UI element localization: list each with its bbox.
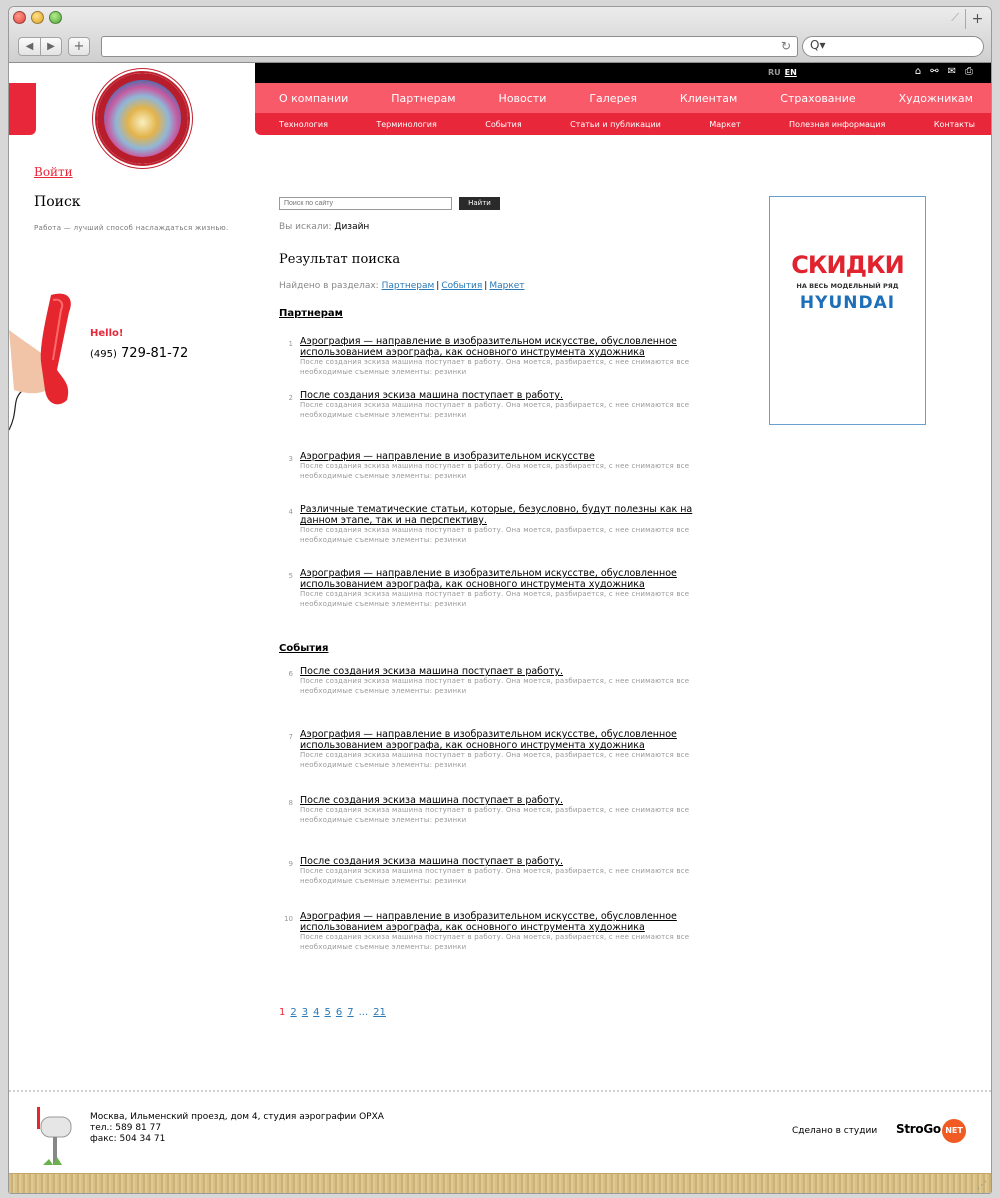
result-snippet: После создания эскиза машина поступает в работу. Она моется, разбирается, с нее снимаются все необходимые съемные элементы: резинки [300, 526, 690, 544]
result-title-link[interactable]: Аэрография — направление в изобразительном искусстве [300, 451, 595, 462]
lang-en[interactable]: EN [784, 68, 797, 77]
utility-icons [915, 66, 973, 77]
browser-toolbar [9, 7, 991, 63]
result-number: 1 [288, 340, 293, 348]
site-search-input[interactable] [279, 197, 452, 210]
page-link[interactable]: 4 [313, 1007, 320, 1018]
result-snippet: После создания эскиза машина поступает в работу. Она моется, разбирается, с нее снимаются все необходимые съемные элементы: резинки [300, 677, 690, 695]
new-tab-button[interactable]: + [965, 9, 989, 29]
menu-item-articles[interactable]: Статьи и публикации [570, 119, 661, 129]
page-current: 1 [279, 1007, 286, 1018]
reload-icon[interactable]: ↻ [780, 39, 791, 53]
result-number: 6 [288, 670, 293, 678]
result-snippet: После создания эскиза машина поступает в работу. Она моется, разбирается, с нее снимаются все необходимые съемные элементы: резинки [300, 462, 690, 480]
header-left-accent [9, 83, 36, 135]
print-icon[interactable]: ⎙ [965, 66, 973, 77]
section-heading-events[interactable]: События [279, 643, 329, 654]
menu-item-insurance[interactable]: Страхование [780, 91, 856, 105]
page-link[interactable]: 7 [347, 1007, 354, 1018]
result-snippet: После создания эскиза машина поступает в работу. Она моется, разбирается, с нее снимаются все необходимые съемные элементы: резинки [300, 933, 690, 951]
result-number: 4 [288, 508, 293, 516]
result-number: 8 [288, 799, 293, 807]
result-number: 9 [288, 860, 293, 868]
nav-buttons [18, 37, 90, 56]
result-number: 5 [288, 572, 293, 580]
result-snippet: После создания эскиза машина поступает в работу. Она моется, разбирается, с нее снимаются все необходимые съемные элементы: резинки [300, 401, 690, 419]
result-snippet: После создания эскиза машина поступает в работу. Она моется, разбирается, с нее снимаются все необходимые съемные элементы: резинки [300, 751, 690, 769]
sitemap-icon[interactable]: ⚯ [930, 66, 939, 77]
studio-logo-badge[interactable]: NET [942, 1119, 966, 1143]
window-controls [13, 11, 62, 24]
menu-item-clients[interactable]: Клиентам [679, 91, 738, 105]
result-title-link[interactable]: Аэрография — направление в изобразительном искусстве, обусловленное использованием аэрографа, как основного инструмента художника [300, 336, 677, 358]
search-submit-button[interactable]: Найти [459, 197, 500, 210]
logo-ring [97, 73, 188, 164]
footer-divider [9, 1090, 991, 1092]
minimize-window-button[interactable] [31, 11, 44, 24]
hyundai-ad-banner[interactable] [769, 196, 926, 425]
phone-number [90, 346, 188, 361]
menu-item-artists[interactable]: Художникам [898, 91, 973, 105]
primary-menu [255, 83, 991, 113]
top-bar [255, 63, 991, 83]
menu-item-useful-info[interactable]: Полезная информация [789, 119, 886, 129]
zoom-window-button[interactable] [49, 11, 62, 24]
result-number: 3 [288, 455, 293, 463]
login-link[interactable]: Войти [34, 165, 73, 179]
result-title-link[interactable]: После создания эскиза машина поступает в работу. [300, 390, 564, 401]
home-icon[interactable]: ⌂ [914, 66, 922, 77]
mailbox-icon [27, 1105, 77, 1170]
page-link[interactable]: 3 [301, 1007, 309, 1018]
separator: | [484, 281, 488, 291]
menu-item-gallery[interactable]: Галерея [589, 91, 637, 105]
menu-item-events[interactable]: События [485, 119, 522, 129]
found-link-events[interactable]: События [441, 281, 483, 291]
browser-search-field[interactable] [802, 36, 984, 57]
found-label: Найдено в разделах: [279, 281, 379, 291]
result-title-link[interactable]: Аэрография — направление в изобразительном искусстве, обусловленное использованием аэрографа, как основного инструмента художника [300, 729, 677, 751]
banner-brand: HYUNDAI [799, 293, 896, 313]
menu-item-technology[interactable]: Технология [279, 119, 328, 129]
sidebar-title: Поиск [34, 194, 81, 210]
menu-item-partners[interactable]: Партнерам [391, 91, 456, 105]
resize-corner-icon: ⟋ [951, 11, 959, 24]
result-snippet: После создания эскиза машина поступает в работу. Она моется, разбирается, с нее снимаются все необходимые съемные элементы: резинки [300, 867, 690, 885]
menu-item-company[interactable]: О компании [279, 91, 349, 105]
site-logo[interactable] [95, 71, 190, 166]
result-title-link[interactable]: Различные тематические статьи, которые, безусловно, будут полезны как на данном этапе, так и на перспективу. [300, 504, 693, 526]
page-link[interactable]: 2 [290, 1007, 297, 1018]
search-icon: Q▾ [810, 38, 826, 52]
footer-ground [9, 1173, 991, 1193]
searched-query [279, 222, 369, 232]
searched-value: Дизайн [334, 222, 370, 232]
result-snippet: После создания эскиза машина поступает в работу. Она моется, разбирается, с нее снимаются все необходимые съемные элементы: резинки [300, 806, 690, 824]
footer-contacts [90, 1112, 384, 1145]
result-snippet: После создания эскиза машина поступает в работу. Она моется, разбирается, с нее снимаются все необходимые съемные элементы: резинки [300, 358, 690, 376]
page-link[interactable]: 6 [335, 1007, 343, 1018]
mail-icon[interactable]: ✉ [947, 66, 956, 77]
separator: | [436, 281, 440, 291]
menu-item-news[interactable]: Новости [498, 91, 547, 105]
menu-item-market[interactable]: Маркет [709, 119, 741, 129]
language-switcher [768, 68, 797, 77]
result-number: 2 [288, 394, 293, 402]
close-window-button[interactable] [13, 11, 26, 24]
result-title-link[interactable]: Аэрография — направление в изобразительном искусстве, обусловленное использованием аэрографа, как основного инструмента художника [300, 568, 677, 590]
phone-code: (495) [90, 349, 117, 360]
result-title-link[interactable]: После создания эскиза машина поступает в работу. [300, 856, 564, 867]
web-page [9, 63, 991, 1193]
forward-icon[interactable]: ▶ [40, 38, 61, 55]
add-bookmark-button[interactable]: + [68, 37, 90, 56]
history-nav [18, 37, 62, 56]
banner-headline: СКИДКИ [791, 251, 904, 279]
menu-item-contacts[interactable]: Контакты [933, 119, 975, 129]
result-title-link[interactable]: Аэрография — направление в изобразительном искусстве, обусловленное использованием аэрографа, как основного инструмента художника [300, 911, 677, 933]
footer-tel: тел.: 589 81 77 [90, 1123, 162, 1133]
result-title-link[interactable]: После создания эскиза машина поступает в работу. [300, 795, 564, 806]
found-in-sections [279, 281, 525, 291]
page-link[interactable]: 5 [324, 1007, 331, 1018]
phone-digits: 729-81-72 [121, 346, 189, 361]
found-link-market[interactable]: Маркет [489, 281, 525, 291]
page-ellipsis: ... [358, 1007, 369, 1018]
result-number: 10 [284, 915, 293, 923]
made-by-label: Сделано в студии [792, 1126, 878, 1136]
result-snippet: После создания эскиза машина поступает в работу. Она моется, разбирается, с нее снимаются все необходимые съемные элементы: резинки [300, 590, 690, 608]
result-number: 7 [288, 733, 293, 741]
secondary-menu [255, 113, 991, 135]
pagination [279, 1007, 386, 1018]
page-link-last[interactable]: 21 [373, 1007, 386, 1018]
lang-ru[interactable]: RU [768, 68, 781, 77]
telephone-handset-icon [9, 290, 84, 440]
back-icon[interactable]: ◀ [25, 41, 34, 52]
searched-label: Вы искали: [279, 222, 332, 232]
footer-address: Москва, Ильменский проезд, дом 4, студия аэрографии ОРХА [90, 1112, 384, 1122]
studio-logo-text[interactable]: StroGo [896, 1122, 941, 1136]
sidebar-tagline: Работа — лучший способ наслаждаться жизнью. [34, 224, 229, 232]
footer-fax: факс: 504 34 71 [90, 1134, 166, 1144]
menu-item-terminology[interactable]: Терминология [376, 119, 437, 129]
banner-subline: НА ВЕСЬ МОДЕЛЬНЫЙ РЯД [796, 282, 899, 290]
found-link-partners[interactable]: Партнерам [381, 281, 435, 291]
section-heading-partners[interactable]: Партнерам [279, 308, 343, 319]
resize-grip-icon[interactable]: ⋰ [977, 1180, 987, 1191]
result-title-link[interactable]: После создания эскиза машина поступает в работу. [300, 666, 564, 677]
hello-label: Hello! [90, 328, 124, 339]
address-bar[interactable] [101, 36, 798, 57]
browser-window [8, 6, 992, 1194]
results-heading: Результат поиска [279, 252, 401, 267]
